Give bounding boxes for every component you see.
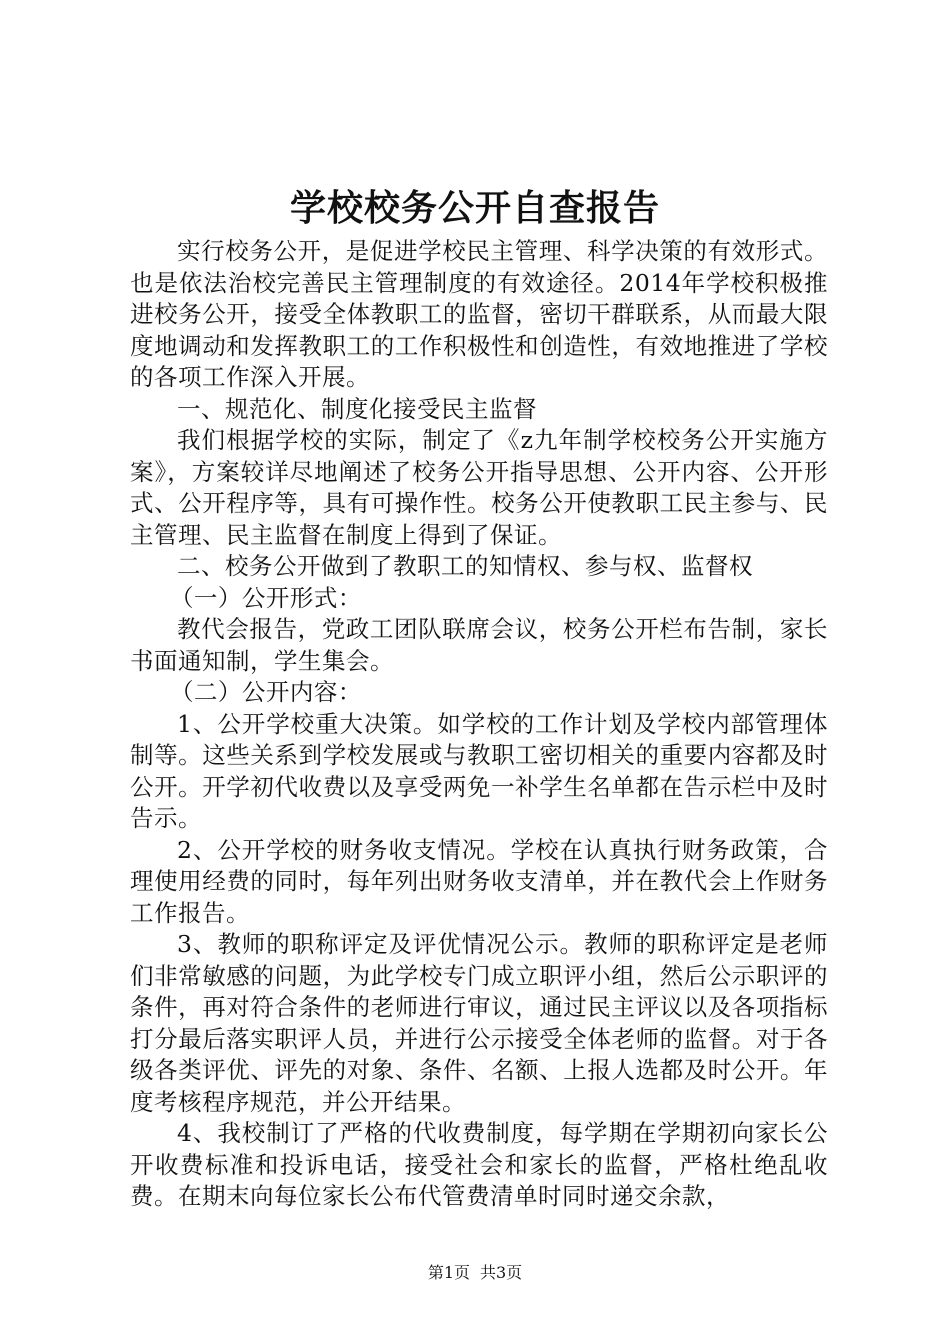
paragraph-implementation-plan: 我们根据学校的实际，制定了《z九年制学校校务公开实施方案》，方案较详尽地阐述了校务公开指导思想、公开内容、公开形式、公开程序等，具有可操作性。校务公开使教职工民主参与、民主管理、民主监督在制度上得到了保证。 (130, 426, 828, 549)
paragraph-intro: 实行校务公开，是促进学校民主管理、科学决策的有效形式。也是依法治校完善民主管理制度的有效途径。2014年学校积极推进校务公开，接受全体教职工的监督，密切干群联系，从而最大限度地调动和发挥教职工的工作积极性和创造性，有效地推进了学校的各项工作深入开展。 (130, 237, 828, 391)
paragraph-disclosure-forms: 教代会报告，党政工团队联席会议，校务公开栏布告制，家长书面通知制，学生集会。 (130, 615, 828, 675)
subheading-disclosure-forms: （一）公开形式： (169, 583, 362, 612)
section-heading-1: 一、规范化、制度化接受民主监督 (177, 394, 537, 423)
subheading-disclosure-content: （二）公开内容： (169, 678, 362, 706)
page-number: 第1页 (427, 1263, 470, 1282)
document-body (130, 236, 828, 1213)
paragraph-item-1: 1、公开学校重大决策。如学校的工作计划及学校内部管理体制等。这些关系到学校发展或与教职工密切相关的重要内容都及时公开。开学初代收费以及享受两免一补学生名单都在告示栏中及时告示。 (130, 709, 828, 832)
page-total: 共3页 (480, 1263, 523, 1282)
page-footer (0, 1262, 950, 1284)
document-title: 学校校务公开自查报告 (289, 187, 660, 229)
paragraph-item-4: 4、我校制订了严格的代收费制度，每学期在学期初向家长公开收费标准和投诉电话，接受社会和家长的监督，严格杜绝乱收费。在期末向每位家长公布代管费清单时同时递交余款， (130, 1119, 828, 1210)
paragraph-item-3: 3、教师的职称评定及评优情况公示。教师的职称评定是老师们非常敏感的问题，为此学校专门成立职评小组，然后公示职评的条件，再对符合条件的老师进行审议，通过民主评议以及各项指标打分最后落实职评人员，并进行公示接受全体老师的监督。对于各级各类评优、评先的对象、条件、名额、上报人选都及时公开。年度考核程序规范，并公开结果。 (130, 930, 828, 1116)
section-heading-2: 二、校务公开做到了教职工的知情权、参与权、监督权 (177, 552, 753, 580)
paragraph-item-2: 2、公开学校的财务收支情况。学校在认真执行财务政策，合理使用经费的同时，每年列出财务收支清单，并在教代会上作财务工作报告。 (130, 835, 828, 927)
